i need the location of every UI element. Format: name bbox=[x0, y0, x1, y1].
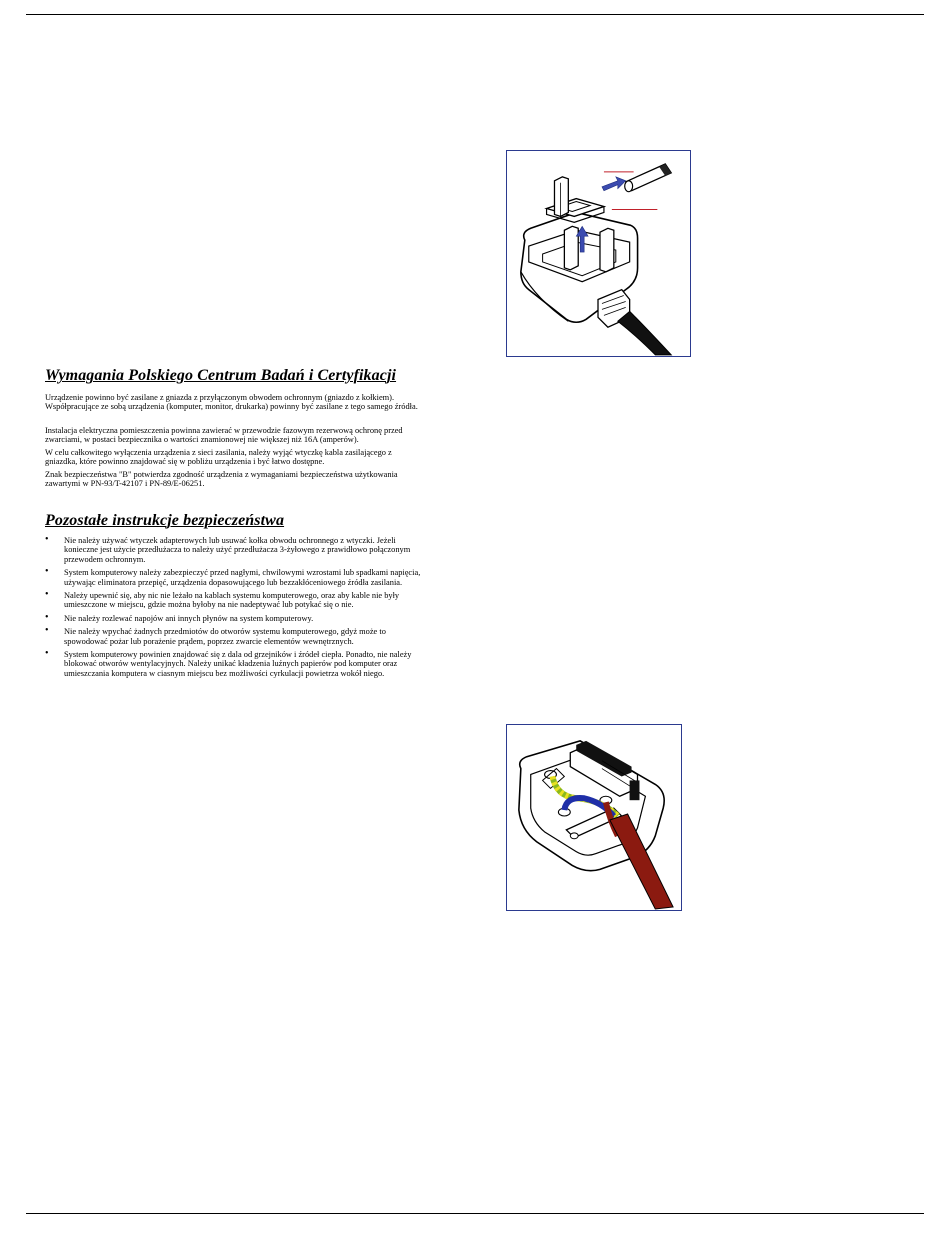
list-item: • Nie należy rozlewać napojów ani innych płynów na system komputerowy. bbox=[45, 614, 425, 623]
list-item: • Nie należy wpychać żadnych przedmiotów do otworów systemu komputerowego, gdyż może to spowodować pożar lub porażenie prądem, poprzez zwarcie elementów wewnętrznych. bbox=[45, 627, 425, 646]
fuse-replacement-figure bbox=[506, 150, 691, 357]
plug-wiring-illustration bbox=[507, 725, 681, 910]
safety-instructions-list bbox=[45, 536, 425, 682]
paragraph-installation: Instalacja elektryczna pomieszczenia powinna zawierać w przewodzie fazowym rezerwową ochronę przed zwarciami, w postaci bezpiecznika o wartości znamionowej nie większej niż 16A (amperów). bbox=[45, 426, 403, 445]
paragraph-power-supply: Urządzenie powinno być zasilane z gniazda z przyłączonym obwodem ochronnym (gniazdo z kołkiem). Współpracujące ze sobą urządzenia (komputer, monitor, drukarka) powinny być zasilane z tego samego źródła. bbox=[45, 393, 418, 412]
paragraph-disconnect: W celu całkowitego wyłączenia urządzenia z sieci zasilania, należy wyjąć wtyczkę kabla zasilającego z gniazdka, które powinno znajdować się w pobliżu urządzenia i być łatwo dostępne. bbox=[45, 448, 392, 467]
list-item: • System komputerowy należy zabezpieczyć przed nagłymi, chwilowymi wzrostami lub spadkami napięcia, używając eliminatora przepięć, urządzenia dopasowującego lub bezzakłóceniowego źródła zasilania. bbox=[45, 568, 425, 587]
other-safety-instructions-heading: Pozostałe instrukcje bezpieczeństwa bbox=[45, 512, 285, 529]
pcbc-requirements-heading: Wymagania Polskiego Centrum Badań i Certyfikacji bbox=[45, 367, 397, 384]
bottom-rule bbox=[26, 1213, 924, 1214]
list-item: • Należy upewnić się, aby nic nie leżało na kablach systemu komputerowego, oraz aby kable nie były umieszczone w miejscu, gdzie można byłoby na nie nadeptywać lub potykać się o nie. bbox=[45, 591, 425, 610]
plug-wiring-figure bbox=[506, 724, 682, 911]
top-rule bbox=[26, 14, 924, 15]
list-item: • Nie należy używać wtyczek adapterowych lub usuwać kołka obwodu ochronnego z wtyczki. Jeżeli konieczne jest użycie przedłużacza to należy użyć przedłużacza 3-żyłowego z prawidłowo połączonym przewodem ochronnym. bbox=[45, 536, 425, 564]
paragraph-safety-mark: Znak bezpieczeństwa "B" potwierdza zgodność urządzenia z wymaganiami bezpieczeństwa użytkowania zawartymi w PN-93/T-42107 i PN-89/E-06251. bbox=[45, 470, 398, 489]
list-item: • System komputerowy powinien znajdować się z dala od grzejników i źródeł ciepła. Ponadto, nie należy blokować otworów wentylacyjnych. Należy unikać kładzenia luźnych papierów pod komputer oraz umieszczania komputera w ciasnym miejscu bez możliwości cyrkulacji powietrza wokół niego. bbox=[45, 650, 425, 678]
plug-fuse-illustration bbox=[507, 151, 690, 356]
